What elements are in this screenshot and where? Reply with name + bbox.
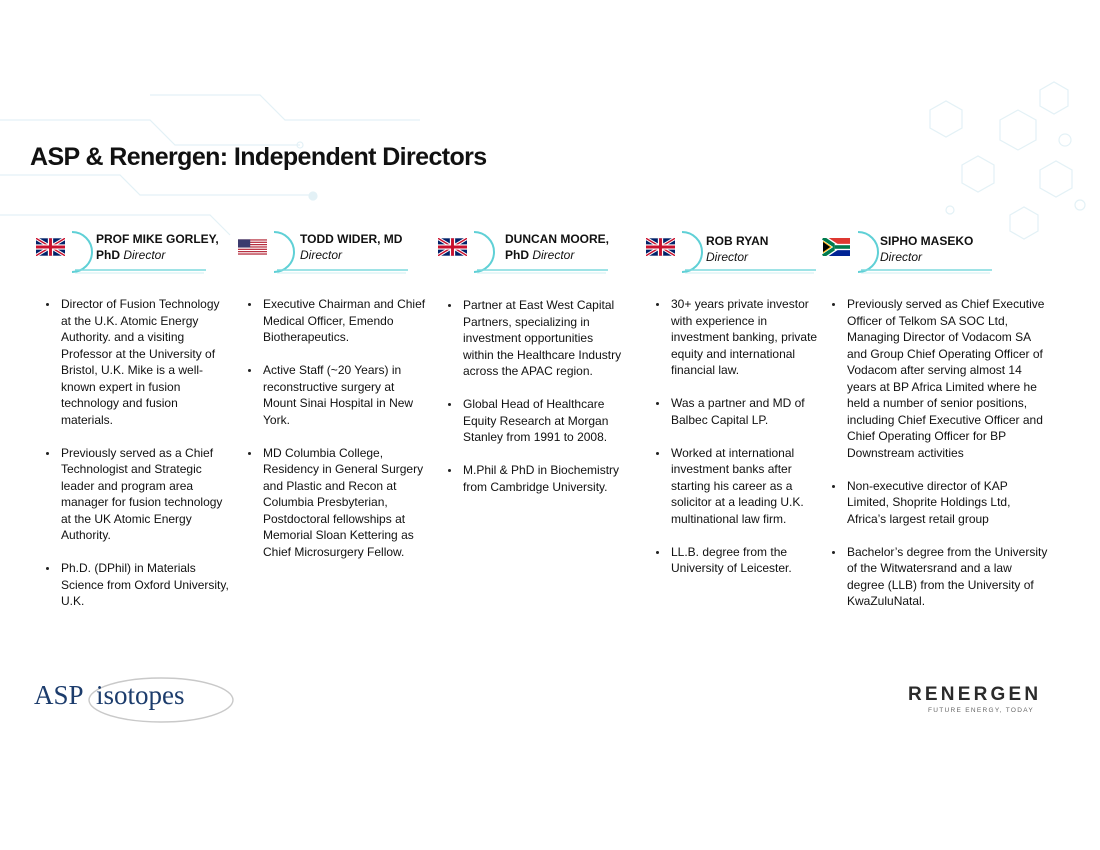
director-card-maseko: [822, 226, 1050, 626]
director-card-moore: [438, 226, 624, 512]
director-header: [438, 226, 624, 276]
bio-item: • Previously served as a Chief Technologist and Strategic leader and program area manager for fusion technology at the UK Atomic Energy Authority.: [59, 445, 232, 544]
director-card-ryan: [646, 226, 826, 593]
bio-item: • Ph.D. (DPhil) in Materials Science from Oxford University, U.K.: [59, 560, 232, 610]
bio-item: • Previously served as Chief Executive Officer of Telkom SA SOC Ltd, Managing Director of Vodacom SA and Group Chief Operating Officer of Vodacom after serving almost 14 years at BP Africa Limited where he held a number of senior positions, including Chief Executive Officer and Chief Operating Officer for BP Downstream activities: [845, 296, 1050, 461]
director-header: [646, 226, 826, 276]
director-card-gorley: [36, 226, 232, 626]
renergen-logo: [908, 684, 1068, 714]
bio-item: • Global Head of Healthcare Equity Research at Morgan Stanley from 1991 to 2008.: [461, 396, 624, 446]
bio-item: • Director of Fusion Technology at the U.K. Atomic Energy Authority. and a visiting Professor at the University of Bristol, U.K. Mike is a well-known expert in fusion technology and fusion materials.: [59, 296, 232, 428]
bio-item: • Worked at international investment banks after starting his career as a solicitor at a leading U.K. multinational law firm.: [669, 445, 826, 528]
bio-item: • Active Staff (~20 Years) in reconstructive surgery at Mount Sinai Hospital in New York.: [261, 362, 430, 428]
bio-item: • Was a partner and MD of Balbec Capital LP.: [669, 395, 826, 428]
director-name: DUNCAN MOORE, PhD Director: [505, 232, 609, 262]
bio-item: • Executive Chairman and Chief Medical Officer, Emendo Biotherapeutics.: [261, 296, 430, 346]
renergen-tagline: FUTURE ENERGY, TODAY: [928, 707, 1035, 714]
bio-item: • Bachelor’s degree from the University of the Witwatersrand and a law degree (LLB) from the University of KwaZuluNatal.: [845, 544, 1050, 610]
renergen-brand: RENERGEN: [908, 684, 1042, 705]
logo-word-asp: ASP: [34, 680, 84, 710]
director-header: [238, 226, 430, 276]
director-header: [36, 226, 232, 276]
director-bio-list: [646, 296, 826, 577]
director-name: SIPHO MASEKO Director: [880, 234, 974, 264]
bio-item: • Non-executive director of KAP Limited, Shoprite Holdings Ltd, Africa’s largest retail group: [845, 478, 1050, 528]
bio-item: • MD Columbia College, Residency in General Surgery and Plastic and Recon at Columbia Presbyterian, Postdoctoral fellowships at Memorial Sloan Kettering as Chief Microsurgery Fellow.: [261, 445, 430, 561]
bio-item: • M.Phil & PhD in Biochemistry from Cambridge University.: [461, 462, 624, 495]
director-name: ROB RYAN Director: [706, 234, 769, 264]
director-bio-list: [238, 296, 430, 560]
bio-item: • LL.B. degree from the University of Leicester.: [669, 544, 826, 577]
logo-word-isotopes: isotopes: [96, 680, 185, 710]
director-bio-list: [36, 296, 232, 610]
director-bio-list: [438, 297, 624, 495]
asp-isotopes-logo: [34, 676, 204, 726]
bio-item: • Partner at East West Capital Partners, specializing in investment opportunities within the Healthcare Industry across the APAC region.: [461, 297, 624, 380]
director-name: PROF MIKE GORLEY, PhD Director: [96, 232, 219, 262]
director-name: TODD WIDER, MD Director: [300, 232, 403, 262]
page-title: ASP & Renergen: Independent Directors: [30, 143, 487, 171]
director-bio-list: [822, 296, 1050, 610]
director-card-wider: [238, 226, 430, 577]
bio-item: • 30+ years private investor with experience in investment banking, private equity and international financial law.: [669, 296, 826, 379]
director-header: [822, 226, 1050, 276]
